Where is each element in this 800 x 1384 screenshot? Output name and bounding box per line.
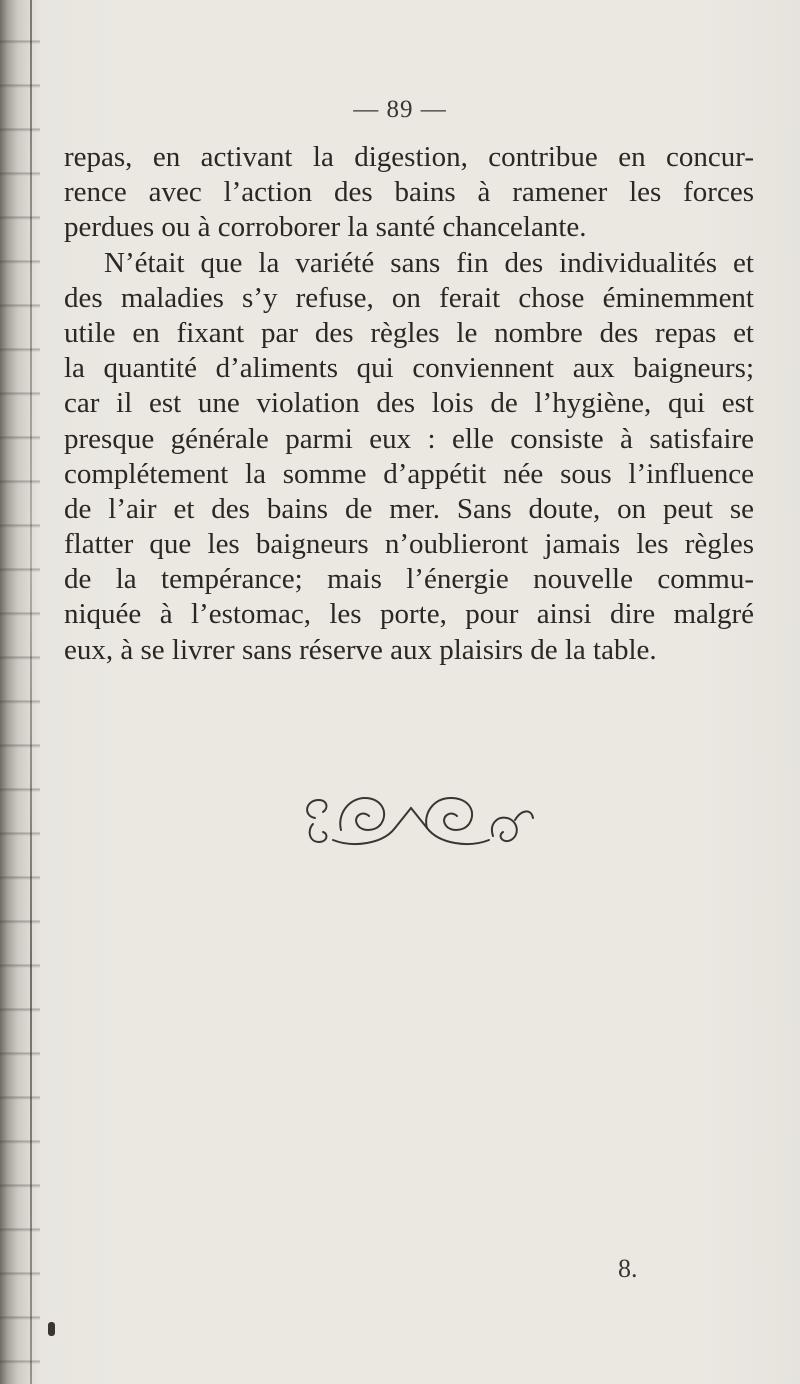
text-line: repas, en activant la digestion, contribue en concur- [64,141,754,173]
text-line: la quantité d’aliments qui conviennent aux baigneurs; [64,352,754,385]
text-line: des maladies s’y refuse, on ferait chose éminemment [64,281,754,314]
text-line: N’était que la variété sans fin des individualités et [104,246,754,279]
text-line: perdues ou à corroborer la santé chancelante. [64,211,587,244]
signature-mark: 8. [618,1254,638,1283]
text-line: niquée à l’estomac, les porte, pour ainsi dire malgré [64,598,754,631]
text-line: flatter que les baigneurs n’oublieront jamais les règles [64,528,754,561]
binding-fold-line [30,0,32,1384]
text-line: eux, à se livrer sans réserve aux plaisirs de la table. [64,633,657,666]
text-line: de la tempérance; mais l’énergie nouvelle commu- [64,563,754,596]
text-line: rence avec l’action des bains à ramener les forces [64,176,754,209]
page-binding-edge [0,0,40,1384]
text-line: complétement la somme d’appétit née sous l’influence [64,457,754,490]
text-line: presque générale parmi eux : elle consiste à satisfaire [64,422,754,455]
fleuron-ornament-icon [293,778,543,858]
page-number: — 89 — [353,96,447,123]
text-line: car il est une violation des lois de l’hygiène, qui est [64,387,754,420]
text-line: de l’air et des bains de mer. Sans doute, on peut se [64,492,754,525]
margin-ink-mark [48,1322,55,1336]
body-paragraph [64,140,754,668]
text-line: utile en fixant par des règles le nombre des repas et [64,316,754,349]
